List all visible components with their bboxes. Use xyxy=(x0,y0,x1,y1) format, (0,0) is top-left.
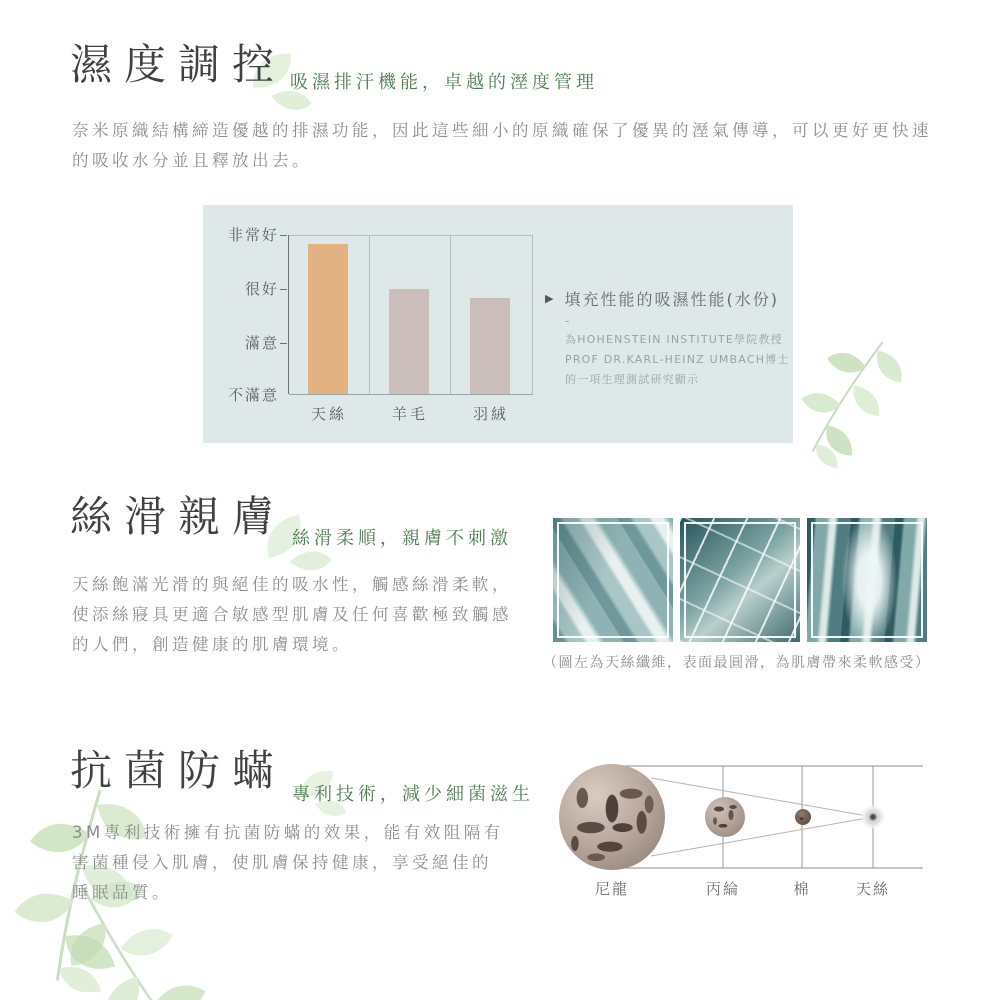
section-title-humidity-control: 濕度調控 xyxy=(70,40,287,89)
ytick-label: 滿意 xyxy=(244,334,279,352)
annotation-dash: - xyxy=(565,314,570,328)
body-line: 3M專利技術擁有抗菌防蟎的效果，能有效阻隔有 xyxy=(72,823,504,842)
section-body-humidity xyxy=(72,116,932,176)
body-line: 害菌種侵入肌膚，使肌膚保持健康，享受絕佳的 xyxy=(72,853,492,872)
section-body-antibacterial xyxy=(72,818,504,908)
column-separator xyxy=(369,236,370,394)
moisture-bar-chart-panel xyxy=(203,205,793,443)
diagram-label-nylon: 尼龍 xyxy=(594,880,629,898)
triangle-arrow-icon: ▶ xyxy=(545,292,556,305)
diagram-label-cotton: 棉 xyxy=(793,880,811,898)
section-subtitle-silky: 絲滑柔順，親膚不刺激 xyxy=(292,528,512,549)
xtick-label-tencel: 天絲 xyxy=(310,405,347,423)
column-separator xyxy=(450,236,451,394)
bar-down xyxy=(470,298,510,394)
bacteria-comparison-diagram xyxy=(555,760,935,902)
section-title-antibacterial: 抗菌防蟎 xyxy=(70,746,287,795)
section-title-silky-skin: 絲滑親膚 xyxy=(70,492,287,541)
ytick-label: 很好 xyxy=(244,280,279,298)
body-line: 使添絲寢具更適合敏感型肌膚及任何喜歡極致觸感 xyxy=(72,605,512,624)
annotation-title: 填充性能的吸濕性能(水份) xyxy=(564,290,779,309)
sem-images-caption: （圖左為天絲纖維，表面最圓滑，為肌膚帶來柔軟感受） xyxy=(543,655,931,671)
bacteria-circle-cotton xyxy=(795,809,811,825)
y-axis-tick xyxy=(280,289,287,290)
body-line: 睡眠品質。 xyxy=(72,883,172,902)
annotation-source: 為HOHENSTEIN INSTITUTE學院教授 PROF DR.KARL-HEINZ UMBACH博士 的一項生理測試研究顯示 xyxy=(565,333,790,386)
body-line: 天絲飽滿光滑的與絕佳的吸水性，觸感絲滑柔軟， xyxy=(72,575,512,594)
section-body-silky xyxy=(72,570,512,660)
body-line: 的吸收水分並且釋放出去。 xyxy=(72,151,312,170)
bar-chart-plot-area xyxy=(289,235,533,395)
diagram-label-polypropylene: 丙綸 xyxy=(705,880,740,898)
bacteria-circle-tencel xyxy=(860,804,886,830)
ytick-label: 非常好 xyxy=(227,226,279,244)
xtick-label-wool: 羊毛 xyxy=(391,405,428,423)
diagram-label-tencel: 天絲 xyxy=(855,880,890,898)
section-subtitle-humidity: 吸濕排汗機能，卓越的溼度管理 xyxy=(290,72,598,93)
wool-fiber-sem-image xyxy=(680,518,800,642)
down-fiber-sem-image xyxy=(807,518,927,642)
tencel-fiber-sem-image xyxy=(553,518,673,642)
bar-tencel xyxy=(308,244,348,394)
y-axis-tick xyxy=(280,235,287,236)
body-line: 奈米原織結構締造優越的排濕功能，因此這些細小的原織確保了優異的溼氣傳導，可以更好更快速 xyxy=(72,121,932,140)
chart-annotation xyxy=(545,287,790,390)
section-subtitle-antibacterial: 專利技術，減少細菌滋生 xyxy=(292,784,534,805)
xtick-label-down: 羽絨 xyxy=(472,405,509,423)
ytick-label: 不滿意 xyxy=(227,386,279,404)
bacteria-circle-nylon xyxy=(559,764,665,870)
bar-wool xyxy=(389,289,429,394)
y-axis-tick xyxy=(280,343,287,344)
leaf-decoration xyxy=(788,328,908,468)
bacteria-circle-polypropylene xyxy=(705,797,745,837)
body-line: 的人們，創造健康的肌膚環境。 xyxy=(72,635,352,654)
